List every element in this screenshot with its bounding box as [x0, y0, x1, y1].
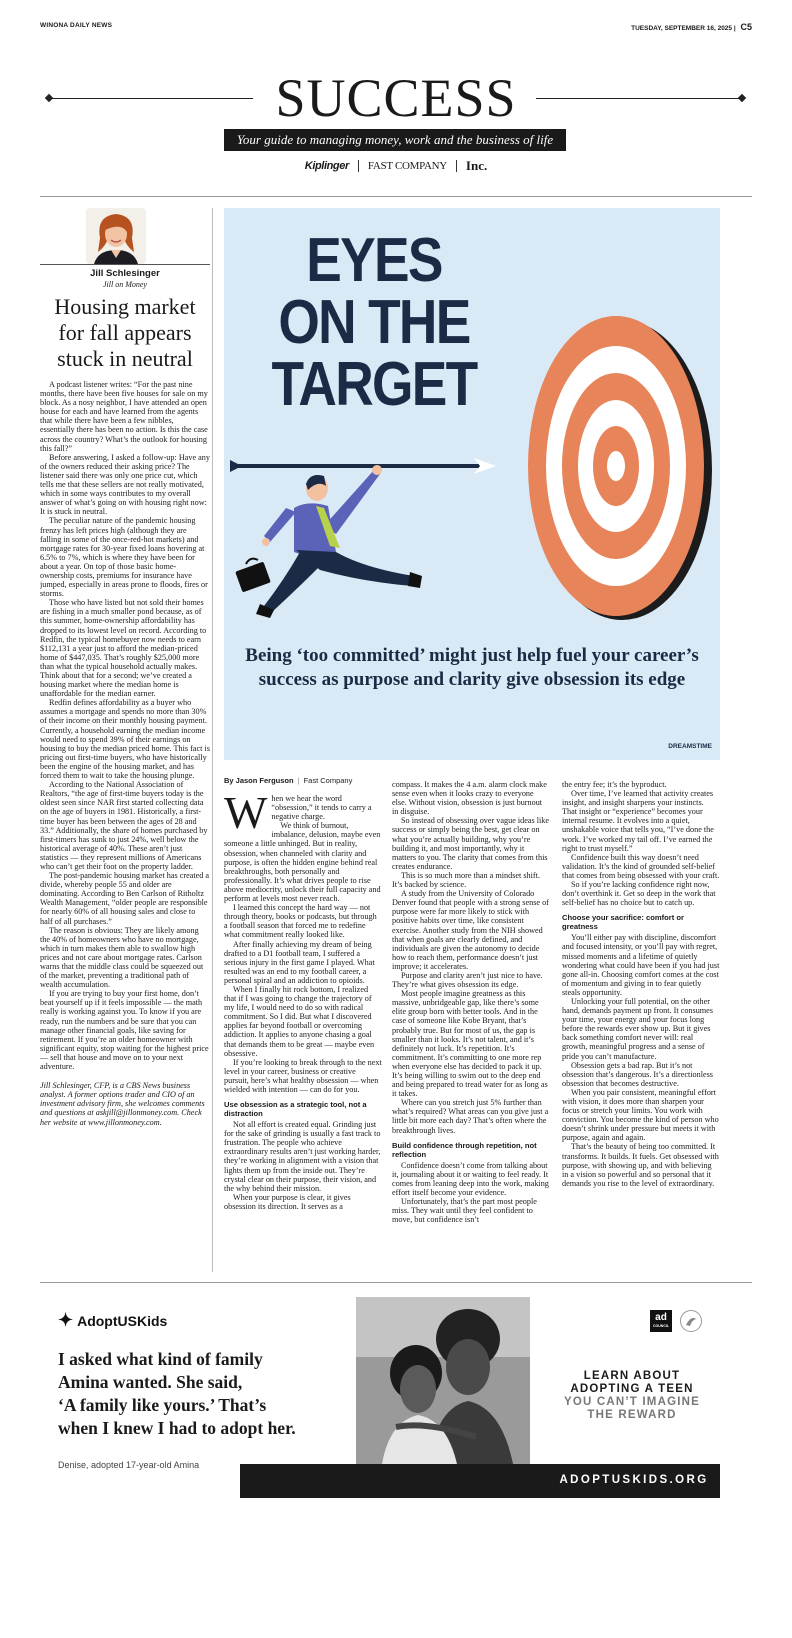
ad-cta-line: THE REWARD	[587, 1409, 677, 1421]
date-line: TUESDAY, SEPTEMBER 16, 2025 | C5	[631, 22, 752, 32]
article-paragraph: A study from the University of Colorado Denver found that people with a strong sense of purpose were far more likely to stick with positive habits over time, like consistent exercise. Another study from the NIH showed that when goals are clearly defined, and individuals are given the autonomy to decide how to reach them, performance doesn’t just improve; it accelerates.	[392, 889, 549, 971]
article-paragraph: Obsession gets a bad rap. But it’s not obsession that’s dangerous. It’s a directionless obsession that becomes destructive.	[562, 1060, 713, 1088]
ad-photo	[356, 1297, 530, 1481]
ad-call-to-action	[544, 1370, 720, 1422]
article-subhead: Use obsession as a strategic tool, not a distraction	[224, 1100, 367, 1119]
article-paragraph: When your purpose is clear, it gives obsession its direction. It serves as a	[224, 1192, 351, 1211]
article-paragraph: So if you’re lacking confidence right now, don’t overthink it. Get so deep in the work that self-belief has no choice but to catch up.	[562, 880, 716, 908]
ad-council-logo	[650, 1310, 672, 1332]
article-paragraph: Confidence doesn’t come from talking about it, journaling about it or waiting to feel ready. It comes from leaning deep into the work, making effort itself become your evidence.	[392, 1160, 549, 1197]
article-subhead: Choose your sacrifice: comfort or greatness	[562, 913, 684, 932]
arrow-icon	[230, 458, 496, 474]
partner-fast-company: FAST COMPANY	[358, 160, 457, 172]
ad-divider	[40, 1282, 752, 1283]
hero-subtitle: Being ‘too committed’ might just help fuel your career’s success as purpose and clarity give obsession its edge	[245, 645, 699, 690]
page-number: C5	[740, 22, 752, 32]
column-headline: Housing market for fall appears stuck in neutral	[54, 294, 196, 371]
article-paragraph: This is so much more than a mindset shift. It’s backed by science.	[392, 870, 540, 890]
businessman-icon	[235, 465, 422, 618]
diamond-ornament-right	[738, 94, 746, 102]
ad-quote-line: I asked what kind of family	[58, 1349, 263, 1369]
partner-kiplinger: Kiplinger	[304, 160, 349, 172]
photo-credit: DREAMSTIME	[668, 743, 712, 750]
issue-date: TUESDAY, SEPTEMBER 16, 2025	[631, 25, 733, 32]
ad-quote-line: ‘A family like yours.’ That’s	[58, 1395, 267, 1415]
author-column-name: Jill on Money	[103, 280, 147, 289]
article-paragraph: Purpose and clarity aren’t just nice to have. They’re what gives obsession its edge.	[392, 970, 543, 990]
article-column-3	[562, 780, 720, 1274]
column-paragraph: A podcast listener writes: “For the past nine months, there have been five houses for sale on my block. As a nosy neighbor, I have attended an open house for each and have learned from the agents that while there have been a few nibbles, essentially there has been no action. Is this the case across the country? What’s the outlook for housing this fall?”	[40, 380, 208, 453]
header-divider	[40, 196, 752, 197]
ad-council-bottom: COUNCIL	[653, 1324, 669, 1328]
hero-title-line: EYES	[306, 226, 442, 295]
article-paragraph: the entry fee; it’s the byproduct.	[562, 780, 667, 789]
ad-quote-line: when I knew I had to adopt her.	[58, 1418, 296, 1438]
target-icon	[528, 316, 712, 620]
column-paragraph: According to the National Association of Realtors, “the age of first-time buyers today is the oldest seen since NAR first started collecting data on the age of buyers in 1981. Historically, a first-time buyer has been between the ages of 28 and 33.” Additionally, the share of homes purchased by first-timers has sunk to just 24%, well below the historical average of 40%. These aren’t just statistics — they represent millions of Americans who can’t get their foot on the property ladder.	[40, 780, 208, 871]
ad-quote	[58, 1348, 348, 1440]
adoptuskids-logo	[58, 1310, 167, 1331]
section-tagline: Your guide to managing money, work and the business of life	[224, 129, 566, 151]
ad-cta-line: LEARN ABOUT	[583, 1370, 681, 1382]
ad-brand: AdoptUSKids	[77, 1312, 168, 1329]
hero-title-line: TARGET	[271, 350, 477, 419]
author-bio-text: Jill Schlesinger, CFP, is a CBS News business analyst. A former options trader and CIO of an investment advisory firm, she welcomes comments and questions at askjill@jillonmoney.com. Check her website at www.jillonmoney.com.	[40, 1081, 205, 1127]
byline-author: By Jason Ferguson	[224, 776, 294, 785]
partner-inc: Inc.	[465, 158, 488, 173]
column-body	[40, 380, 210, 1270]
paper-name: WINONA DAILY NEWS	[40, 22, 113, 29]
partner-logos	[290, 157, 502, 175]
column-divider	[212, 208, 213, 1272]
ad-url[interactable]: ADOPTUSKIDS.ORG	[559, 1474, 709, 1486]
ad-cta-line: YOU CAN’T IMAGINE	[563, 1396, 701, 1408]
article-paragraph: That’s the beauty of being too committed. It transforms. It builds. It fuels. Get obsessed with purpose, with showing up, and with believing in a vision so powerful and so personal that it demands you rise to the level of extraordinary.	[562, 1142, 719, 1188]
article-paragraph: We think of burnout, imbalance, delusion, maybe even someone a little unhinged. But in reality, obsession, when channeled with clarity and purpose, is often the hidden engine behind real breakthroughs, both personally and professionally. It’s what drives people to rise above mediocrity, unlock their full capacity and perform at levels most never reach.	[224, 821, 381, 904]
column-paragraph: The peculiar nature of the pandemic housing frenzy has left prices high (although they are falling in some of the once-red-hot markets) and mortgage rates for 30-year fixed loans hovering at 6.5% to 7%, which is where they have been for about a year. On top of those basic home-ownership costs, premiums for insurance have jumped, especially in areas prone to floods, fires or storms.	[40, 516, 208, 599]
article-paragraph: After finally achieving my dream of being drafted to a D1 football team, I suffered a serious injury in the first game I played. What resulted was an end to my football career, a personal spiral and an addiction to opioids.	[224, 939, 375, 985]
article-paragraph: compass. It makes the 4 a.m. alarm clock make sense even when it looks crazy to everyone else. Without vision, obsession is just burnout in disguise.	[392, 780, 547, 817]
column-paragraph: Before answering, I asked a follow-up: Have any of the owners reduced their asking price? The listener said there was only one price cut, which tells me that these sellers are not really motivated, which in some ways contributes to my overall answer of what’s going on with housing right now: It is stuck in neutral.	[40, 452, 210, 517]
ad-cta-line: ADOPTING A TEEN	[570, 1383, 694, 1395]
column-paragraph: The post-pandemic housing market has created a divide, whereby people 55 and older are dominating. According to Ben Carlson of Ritholtz Wealth Management, “older people are responsible for nearly 60% of all housing sales and close to half of all purchases.”	[40, 871, 210, 926]
article-paragraph: Most people imagine greatness as this massive, unbridgeable gap, like there’s some elite group born with better tools. And in the case of someone like Kobe Bryant, that’s probably true. But for most of us, the gap is smaller than it looks. It’s not talent, and it’s definitely not luck. It’s repetition. It’s commitment. It’s committing to one more rep when everyone else has decided to pack it up. It’s being willing to swim out to the deep end and being prepared to tread water for as long as it takes.	[392, 989, 548, 1099]
author-bio	[40, 1081, 210, 1126]
article-paragraph: You’ll either pay with discipline, discomfort and focused intensity, or you’ll pay with regret, missed moments and a lifetime of quietly wondering what could have been if you had just gone all-in. Choosing comfort comes at the cost of momentum and giving in to fear quietly steals opportunity.	[562, 933, 720, 997]
article-column-2	[392, 780, 550, 1274]
author-photo	[86, 208, 146, 264]
ad-quote-line: Amina wanted. She said,	[58, 1372, 243, 1392]
article-paragraph: Confidence built this way doesn’t need validation. It’s the kind of grounded self-belief that comes from being obsessed with your craft.	[562, 852, 720, 880]
article-paragraph: I learned this concept the hard way — not through theory, books or podcasts, but through a football season that forced me to redefine what commitment really looked like.	[224, 903, 377, 940]
byline-source: Fast Company	[303, 776, 353, 785]
feature-hero	[224, 208, 720, 760]
article-paragraph: When we hear the word “obsession,” it tends to carry a negative charge.	[224, 794, 372, 838]
column-paragraph: Redfin defines affordability as a buyer who assumes a mortgage and spends no more than 30% of their income on their monthly housing payment. Currently, a household earning the median income would need to spend 39% of their earnings on housing to buy the median priced home. This fact is pricing out first-time buyers, who have historically been the engine of the housing market, and has forced them to wait to take the housing plunge.	[40, 698, 210, 781]
author-name: Jill Schlesinger	[90, 268, 160, 279]
article-byline: By Jason Ferguson | Fast Company	[224, 776, 353, 785]
column-paragraph: If you are trying to buy your first home, don’t beat yourself up if it feels impossible — the math really is working against you. To know if you are ready, run the numbers and be sure that you can manage other financial goals, like saving for retirement. If you’re an older homeowner with significant equity, stop waiting for the highest price — sell that house and move on to your next adventure.	[40, 989, 209, 1072]
article-column-1	[224, 794, 382, 1274]
article-subhead: Build confidence through repetition, not reflection	[392, 1140, 537, 1159]
article-paragraph: So instead of obsessing over vague ideas like success or simply being the best, get clear on what you’re actually building, why you’re building it, and most importantly, why it matters to you. The clarity that comes from this creates endurance.	[392, 816, 550, 871]
hhs-seal-icon	[680, 1310, 702, 1332]
article-paragraph: Where can you stretch just 5% further than what’s required? What areas can you give just a little bit more each day? That’s often where the breakthrough lives.	[392, 1098, 549, 1135]
column-paragraph: Those who have listed but not sold their homes are fishing in a much smaller pond because, as of this summer, home-ownership affordability has dropped to its lowest level on record. According to Redfin, the typical homebuyer now needs to earn $112,131 a year just to afford the median-priced home of $447,035. That’s roughly $25,000 more than what the typical household actually makes. Think about that for a second; we’ve created a housing market where the median home is unaffordable for the median earner.	[40, 598, 207, 699]
article-paragraph: When I finally hit rock bottom, I realized that if I was going to change the trajectory of my life, I would need to do so with radical commitment. So I did. But what I discovered applies far beyond football or overcoming addiction. It applies to anyone chasing a goal that demands them to be great — maybe even obsessive.	[224, 984, 375, 1058]
article-paragraph: When you pair consistent, meaningful effort with vision, it does more than sharpen your focus or stretch your limits. You work with conviction. You become the kind of person who doesn’t shrink under pressure but meets it with purpose, again and again.	[562, 1087, 719, 1143]
section-title: SUCCESS	[275, 68, 517, 128]
article-paragraph: Over time, I’ve learned that activity creates insight, and insight sharpens your instincts. That insight or “experience” becomes your internal resume. It evolves into a quiet, unshakable voice that tells you, “I’ve done the work. I’ve worked my tail off. I’ve earned the right to trust myself.”	[562, 789, 714, 853]
author-rule	[40, 264, 210, 265]
hero-title-line: ON THE	[278, 288, 470, 357]
star-person-icon: ✦	[58, 1310, 74, 1330]
article-paragraph: Unfortunately, that’s the part most people miss. They wait until they feel confident to move, but confidence isn’t	[392, 1197, 537, 1225]
article-paragraph: Unlocking your full potential, on the other hand, demands payment up front. It consumes your time, your energy and your focus long before the rewards ever show up. But it gives back something comfort never will: real growth, meaningful progress and a sense of pride you can’t manufacture.	[562, 996, 713, 1061]
ad-council-top: ad	[655, 1312, 667, 1323]
article-paragraph: If you’re looking to break through to the next level in your career, business or creative pursuit, here’s what healthy obsession — when wielded with intention — can do for you.	[224, 1057, 382, 1094]
ad-caption: Denise, adopted 17-year-old Amina	[58, 1460, 200, 1470]
article-paragraph: Not all effort is created equal. Grinding just for the sake of grinding is usually a fast track to frustration. The people who achieve extraordinary results aren’t just working harder, they’re working in alignment with a vision that lights them up from the inside out. They’re crystal clear on their purpose, their vision, and the why behind their mission.	[224, 1120, 381, 1193]
drop-cap: W	[224, 794, 268, 838]
column-paragraph: The reason is obvious: They are likely among the 40% of homeowners who have no mortgage, which in turn makes them able to swallow high prices and not care about mortgage rates. Carlson warns that the middle class could be squeezed out of the market, preventing a traditional path of wealth accumulation.	[40, 925, 204, 990]
